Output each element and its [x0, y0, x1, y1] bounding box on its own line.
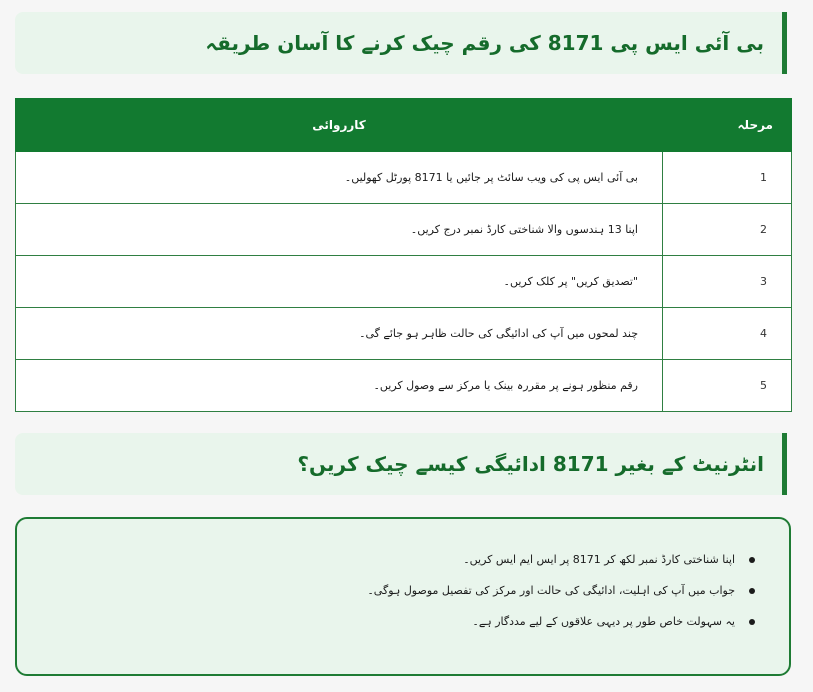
steps-table [15, 98, 792, 412]
header-step: مرحلہ [663, 99, 792, 152]
note-text: اپنا شناختی کارڈ نمبر لکھ کر 8171 پر ایس ایم ایس کریں۔ [463, 553, 735, 566]
method-heading: بی آئی ایس پی 8171 کی رقم چیک کرنے کا آسان طریقہ [205, 31, 764, 55]
step-number: 3 [663, 256, 792, 308]
step-action: چند لمحوں میں آپ کی ادائیگی کی حالت ظاہر ہو جائے گی۔ [16, 308, 663, 360]
step-number: 2 [663, 204, 792, 256]
note-text: یہ سہولت خاص طور پر دیہی علاقوں کے لیے مددگار ہے۔ [472, 615, 735, 628]
step-action: "تصدیق کریں" پر کلک کریں۔ [16, 256, 663, 308]
table-row [16, 204, 792, 256]
list-item [367, 584, 755, 598]
table-header-row [16, 99, 792, 152]
step-number: 4 [663, 308, 792, 360]
header-action: کارروائی [16, 99, 663, 152]
note-text: جواب میں آپ کی اہلیت، ادائیگی کی حالت اور مرکز کی تفصیل موصول ہوگی۔ [367, 584, 735, 597]
offline-heading-box [15, 433, 787, 495]
method-heading-box [15, 12, 787, 74]
table-row [16, 256, 792, 308]
list-item [367, 553, 755, 567]
table-row [16, 308, 792, 360]
notes-list [367, 553, 755, 646]
step-action: رقم منظور ہونے پر مقررہ بینک یا مرکز سے وصول کریں۔ [16, 360, 663, 412]
table-row [16, 152, 792, 204]
bullet-icon [749, 557, 755, 563]
table-row [16, 360, 792, 412]
step-action: بی آئی ایس پی کی ویب سائٹ پر جائیں یا 8171 پورٹل کھولیں۔ [16, 152, 663, 204]
step-number: 1 [663, 152, 792, 204]
sms-notes-box [15, 517, 791, 676]
bullet-icon [749, 588, 755, 594]
bullet-icon [749, 619, 755, 625]
offline-heading: انٹرنیٹ کے بغیر 8171 ادائیگی کیسے چیک کریں؟ [297, 452, 764, 476]
step-number: 5 [663, 360, 792, 412]
list-item [367, 615, 755, 629]
step-action: اپنا 13 ہندسوں والا شناختی کارڈ نمبر درج کریں۔ [16, 204, 663, 256]
